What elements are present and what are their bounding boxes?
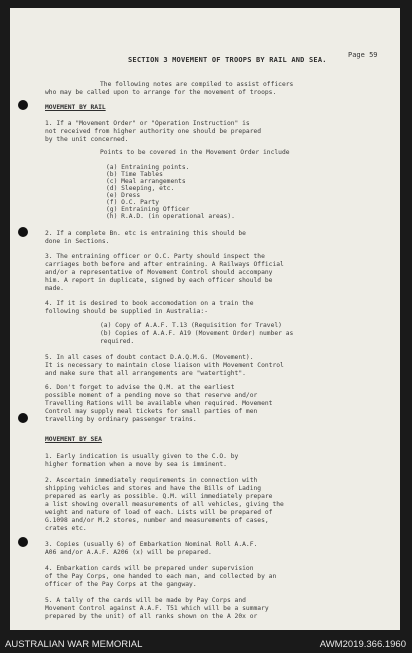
point-item: (h) R.A.D. (in operational areas). <box>106 213 235 220</box>
sea-p1-line: 1. Early indication is usually given to the C.O. by <box>45 453 239 460</box>
rail-p5-line: 5. In all cases of doubt contact D.A.Q.M.G. (Movement). <box>45 354 254 361</box>
footer-accession-number: AWM2019.366.1960 <box>319 639 406 650</box>
point-item: (c) Meal arrangements <box>106 178 186 185</box>
rail-p3-line: made. <box>45 285 64 292</box>
rail-p4-item: (a) Copy of A.A.F. T.13 (Requisition for Travel) <box>100 322 282 329</box>
point-item: (d) Sleeping, etc. <box>106 185 175 192</box>
sea-p1-line: higher formation when a move by sea is imminent. <box>45 461 227 468</box>
sea-p2-line: weight and nature of load of each. Lists will be prepared of <box>45 509 273 516</box>
punch-hole <box>18 537 28 547</box>
point-item: (e) Dress <box>106 192 141 199</box>
sea-p4-line: of the Pay Corps, one handed to each man, and collected by an <box>45 573 277 580</box>
sea-p2-line: G.1098 and/or M.2 stores, number and measurements of cases, <box>45 517 269 524</box>
rail-p5-line: It is necessary to maintain close liaison with Movement Control <box>45 362 284 369</box>
rail-p1-line: not received from higher authority one should be prepared <box>45 128 262 135</box>
rail-p2-line: done in Sections. <box>45 238 110 245</box>
rail-p6-line: 6. Don't forget to advise the Q.M. at the earliest <box>45 384 235 391</box>
sea-p2-line: 2. Ascertain immediately requirements in connection with <box>45 477 258 484</box>
rail-p2-line: 2. If a complete Bn. etc is entraining this should be <box>45 230 246 237</box>
rail-heading: MOVEMENT BY RAIL <box>45 104 106 111</box>
document-page <box>10 8 400 630</box>
point-item: (g) Entraining Officer <box>106 206 190 213</box>
sea-p4-line: 4. Embarkation cards will be prepared under supervision <box>45 565 254 572</box>
rail-p1-line: by the unit concerned. <box>45 136 129 143</box>
sea-p2-line: shipping vehicles and stores and have the Bills of Lading <box>45 485 262 492</box>
rail-p6-line: Control may supply meal tickets for small parties of men <box>45 408 258 415</box>
punch-hole <box>18 100 28 110</box>
rail-p6-line: travelling by ordinary passenger trains. <box>45 416 197 423</box>
rail-p4-line: 4. If it is desired to book accomodation on a train the <box>45 300 254 307</box>
sea-p4-line: officer of the Pay Corps at the gangway. <box>45 581 197 588</box>
sea-p2-line: prepared as early as possible. Q.M. will immediately prepare <box>45 493 273 500</box>
punch-hole <box>18 413 28 423</box>
sea-p5-line: prepared by the unit) of all ranks shown on the A 20x or <box>45 613 258 620</box>
rail-p5-line: and make sure that all arrangements are "watertight". <box>45 370 246 377</box>
rail-p3-line: him. A report in duplicate, signed by each officer should be <box>45 277 273 284</box>
rail-p4-item: required. <box>100 338 135 345</box>
sea-p3-line: A06 and/or A.A.F. A206 (x) will be prepared. <box>45 549 212 556</box>
sea-p3-line: 3. Copies (usually 6) of Embarkation Nominal Roll A.A.F. <box>45 541 258 548</box>
section-title: SECTION 3 MOVEMENT OF TROOPS BY RAIL AND SEA. <box>128 56 327 64</box>
rail-p1-line: 1. If a "Movement Order" or "Operation Instruction" is <box>45 120 250 127</box>
sea-heading: MOVEMENT BY SEA <box>45 436 102 443</box>
rail-p4-line: following should be supplied in Australia:- <box>45 308 209 315</box>
archive-footer <box>0 635 412 653</box>
point-item: (b) Time Tables <box>106 171 163 178</box>
rail-p3-line: 3. The entraining officer or O.C. Party should inspect the <box>45 253 265 260</box>
point-item: (f) O.C. Party <box>106 199 160 206</box>
rail-p4-item: (b) Copies of A.A.F. A19 (Movement Order) number as <box>100 330 294 337</box>
sea-p2-line: a list showing overall measurements of all vehicles, giving the <box>45 501 284 508</box>
rail-p3-line: carriages both before and after entraining. A Railways Official <box>45 261 284 268</box>
sea-p2-line: crates etc. <box>45 525 87 532</box>
rail-p6-line: Travelling Rations will be available when required. Movement <box>45 400 273 407</box>
faint-top-mark <box>160 20 280 26</box>
intro-line: who may be called upon to arrange for the movement of troops. <box>45 89 277 96</box>
footer-institution: AUSTRALIAN WAR MEMORIAL <box>5 639 143 650</box>
sea-p5-line: 5. A tally of the cards will be made by Pay Corps and <box>45 597 246 604</box>
points-intro: Points to be covered in the Movement Order include <box>100 149 290 156</box>
point-item: (a) Entraining points. <box>106 164 190 171</box>
intro-line: The following notes are compiled to assist officers <box>100 81 294 88</box>
rail-p6-line: possible moment of a pending move so that reserve and/or <box>45 392 258 399</box>
rail-p3-line: and/or a representative of Movement Control should accompany <box>45 269 273 276</box>
punch-hole <box>18 227 28 237</box>
sea-p5-line: Movement Control against A.A.F. T51 which will be a summary <box>45 605 269 612</box>
page-number: Page 59 <box>348 51 378 59</box>
